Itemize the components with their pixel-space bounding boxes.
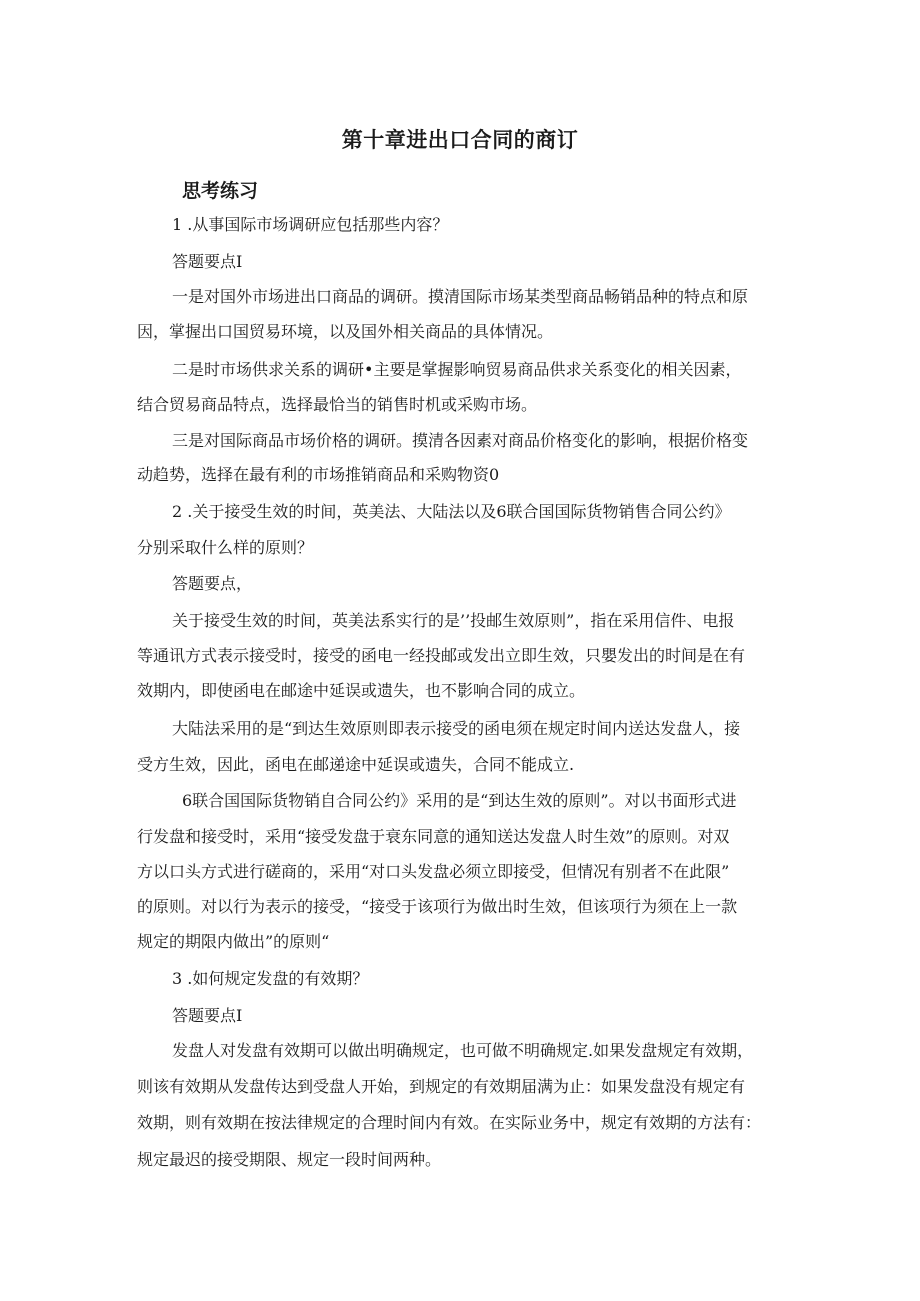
section-heading: 思考练习	[182, 180, 259, 202]
answer-2-para-3-line-4: 的原则。对以行为表示的接受，“接受于该项行为做出时生效，但该项行为须在上一款	[137, 897, 738, 916]
answer-2-para-2-line-2: 受方生效，因此，函电在邮递途中延误或遗失，合同不能成立.	[137, 755, 575, 774]
question-3: 3 .如何规定发盘的有效期？	[172, 969, 369, 988]
answer-2-para-3-line-1: 6联合国国际货物销自合同公约》采用的是“到达生效的原则”。对以书面形式进	[182, 791, 737, 810]
answer-3-line-3: 效期，则有效期在按法律规定的合理时间内有效。在实际业务中，规定有效期的方法有：	[137, 1113, 762, 1132]
answer-2-para-1-line-1: 关于接受生效的时间，英美法系实行的是’’投邮生效原则”，指在采用信件、电报	[172, 611, 735, 630]
answer-label-3: 答题要点I	[172, 1006, 243, 1025]
question-1: 1 .从事国际市场调研应包括那些内容？	[172, 215, 449, 234]
answer-2-para-1-line-3: 效期内，即使函电在邮途中延误或遗失，也不影响合同的成立。	[137, 681, 586, 700]
question-2-line-2: 分别采取什么样的原则？	[137, 538, 314, 557]
answer-1-point-3-line-1: 三是对国际商品市场价格的调研。摸清各因素对商品价格变化的影响，根据价格变	[172, 431, 749, 450]
answer-2-para-2-line-1: 大陆法采用的是“到达生效原则即表示接受的函电须在规定时间内送达发盘人，接	[172, 719, 741, 738]
answer-2-para-3-line-3: 方以口头方式进行磋商的，采用“对口头发盘必须立即接受，但情况有别者不在此限”	[137, 862, 730, 881]
answer-3-line-4: 规定最迟的接受期限、规定一段时间两种。	[137, 1150, 442, 1169]
answer-3-line-1: 发盘人对发盘有效期可以做出明确规定，也可做不明确规定.如果发盘规定有效期，	[172, 1041, 754, 1060]
answer-1-point-2-line-2: 结合贸易商品特点，选择最恰当的销售时机或采购市场。	[137, 395, 538, 414]
page-title: 第十章进出口合同的商订	[341, 128, 579, 152]
answer-1-point-2-line-1: 二是时市场供求关系的调研•主要是掌握影响贸易商品供求关系变化的相关因素，	[172, 360, 742, 379]
answer-1-point-3-line-2: 动趋势，选择在最有利的市场推销商品和采购物资0	[137, 465, 500, 484]
answer-3-line-2: 则该有效期从发盘传达到受盘人开始，到规定的有效期届满为止：如果发盘没有规定有	[137, 1077, 746, 1096]
answer-1-point-1-line-1: 一是对国外市场进出口商品的调研。摸清国际市场某类型商品畅销品种的特点和原	[172, 287, 749, 306]
answer-2-para-3-line-2: 行发盘和接受时，采用“接受发盘于衰东同意的通知送达发盘人时生效”的原则。对双	[137, 827, 730, 846]
question-2-line-1: 2 .关于接受生效的时间，英美法、大陆法以及6联合国国际货物销售合同公约》	[172, 502, 731, 521]
answer-label-2: 答题要点，	[172, 574, 253, 593]
answer-label-1: 答题要点I	[172, 252, 243, 271]
answer-1-point-1-line-2: 因，掌握出口国贸易环境，以及国外相关商品的具体情况。	[137, 322, 554, 341]
answer-2-para-3-line-5: 规定的期限内做出”的原则“	[137, 932, 330, 951]
answer-2-para-1-line-2: 等通讯方式表示接受时，接受的函电一经投邮或发出立即生效，只嬰发出的时间是在有	[137, 646, 746, 665]
